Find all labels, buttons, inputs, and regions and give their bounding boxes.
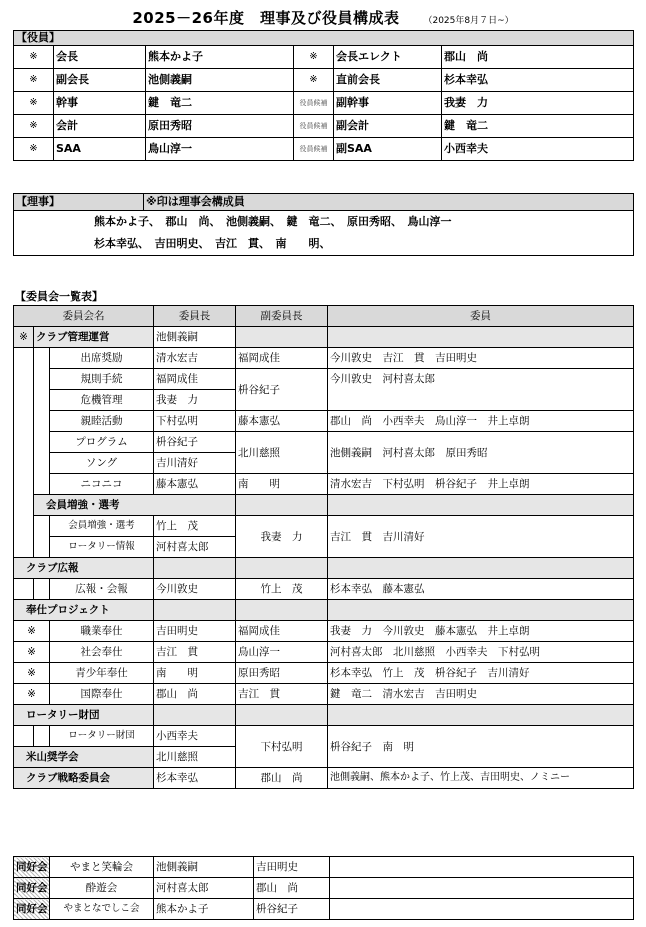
chair: 杉本幸弘: [154, 768, 236, 789]
club-name: 酔遊会: [50, 878, 154, 899]
chair: 竹上 茂: [154, 516, 236, 537]
chair: 枡谷紀子: [154, 432, 236, 453]
club-name: やまと笑輪会: [50, 857, 154, 878]
mark: ※: [14, 69, 54, 92]
title-main: 2025－26年度 理事及び役員構成表: [132, 9, 400, 27]
committee-name: 青少年奉仕: [50, 663, 154, 684]
club-name: やまとなでしこ会: [50, 899, 154, 920]
chair: 吉川清好: [154, 453, 236, 474]
committee-name: 広報・会報: [50, 579, 154, 600]
page-title: [0, 7, 646, 28]
mark: ※: [14, 663, 50, 684]
committee-name: ソング: [50, 453, 154, 474]
members: [328, 705, 634, 726]
committee-name: ロータリー財団: [50, 726, 154, 747]
officer-row: [14, 115, 634, 138]
vice-chair: [236, 705, 328, 726]
role: 会長: [54, 46, 146, 69]
committee-name: クラブ管理運営: [34, 327, 154, 348]
group-name: 奉仕プロジェクト: [14, 600, 154, 621]
name: 郡山 尚: [442, 46, 634, 69]
vice-chair: 枡谷紀子: [254, 899, 330, 920]
members: [330, 857, 634, 878]
committee-row: [14, 348, 634, 369]
mark: ※: [14, 327, 34, 348]
officer-row: [14, 138, 634, 161]
members: [328, 558, 634, 579]
col-vice-chair: 副委員長: [236, 306, 328, 327]
members: 吉江 貫 吉川清好: [328, 516, 634, 558]
committee-name: 規則手続: [50, 369, 154, 390]
indent: [34, 726, 50, 747]
members: [330, 878, 634, 899]
chair: 南 明: [154, 663, 236, 684]
committee-name: 社会奉仕: [50, 642, 154, 663]
indent: [14, 579, 34, 600]
members: 杉本幸弘 藤本憲弘: [328, 579, 634, 600]
members: 鍵 竜二 清水宏吉 吉田明史: [328, 684, 634, 705]
friendship-row: [14, 878, 634, 899]
officer-row: [14, 69, 634, 92]
vice-chair: 原田秀昭: [236, 663, 328, 684]
chair: [154, 705, 236, 726]
chair: 池側義嗣: [154, 327, 236, 348]
vice-chair: 福岡成佳: [236, 348, 328, 369]
vice-chair: 郡山 尚: [236, 768, 328, 789]
chair: 我妻 力: [154, 390, 236, 411]
chair: 今川敦史: [154, 579, 236, 600]
committee-group-row: [14, 495, 634, 516]
vice-chair: 鳥山淳一: [236, 642, 328, 663]
committee-row: [14, 474, 634, 495]
name: 鍵 竜二: [146, 92, 294, 115]
chair: 河村喜太郎: [154, 878, 254, 899]
chair: 藤本憲弘: [154, 474, 236, 495]
vice-chair: 我妻 力: [236, 516, 328, 558]
members: [328, 327, 634, 348]
indent: [14, 726, 34, 747]
committee-row: [14, 684, 634, 705]
committee-row: [14, 579, 634, 600]
vice-chair: 吉江 貫: [236, 684, 328, 705]
members: 杉本幸弘 竹上 茂 枡谷紀子 吉川清好: [328, 663, 634, 684]
mark: ※: [14, 621, 50, 642]
members: 河村喜太郎 北川慈照 小西幸夫 下村弘明: [328, 642, 634, 663]
name: 鳥山淳一: [146, 138, 294, 161]
group-name: ロータリー財団: [14, 705, 154, 726]
candidate-mark: 役員候補: [294, 115, 334, 138]
vice-chair: [236, 327, 328, 348]
directors-note: ※印は理事会構成員: [144, 194, 634, 211]
members: 清水宏吉 下村弘明 枡谷紀子 井上卓朗: [328, 474, 634, 495]
committees-section-label: 【委員会一覧表】: [15, 290, 103, 303]
committee-row: [14, 726, 634, 747]
group-name: クラブ広報: [14, 558, 154, 579]
members: 今川敦史 河村喜太郎: [328, 369, 634, 411]
indent: [34, 516, 50, 558]
members: 枡谷紀子 南 明: [328, 726, 634, 768]
vice-chair: 北川慈照: [236, 432, 328, 474]
committee-name: 米山奨学会: [14, 747, 154, 768]
committee-name: ニコニコ: [50, 474, 154, 495]
name: 熊本かよ子: [146, 46, 294, 69]
vice-chair: 南 明: [236, 474, 328, 495]
chair: 福岡成佳: [154, 369, 236, 390]
club-tag: 同好会: [14, 899, 50, 920]
committee-name: プログラム: [50, 432, 154, 453]
chair: 吉田明史: [154, 621, 236, 642]
committee-name: 国際奉仕: [50, 684, 154, 705]
committee-name: 出席奨励: [50, 348, 154, 369]
committee-group-row: [14, 558, 634, 579]
vice-chair: 福岡成佳: [236, 621, 328, 642]
vice-chair: [328, 495, 634, 516]
chair: [154, 600, 236, 621]
group-name: 会員増強・選考: [34, 495, 236, 516]
members: 池側義嗣 河村喜太郎 原田秀昭: [328, 432, 634, 474]
friendship-row: [14, 899, 634, 920]
col-committee-name: 委員会名: [14, 306, 154, 327]
members: 池側義嗣、熊本かよ子、竹上茂、吉田明史、ノミニー: [328, 768, 634, 789]
committee-group-row: [14, 600, 634, 621]
committee-row: [14, 621, 634, 642]
name: 小西幸夫: [442, 138, 634, 161]
indent: [34, 579, 50, 600]
directors-table: [13, 193, 634, 256]
role: 直前会長: [334, 69, 442, 92]
name: 鍵 竜二: [442, 115, 634, 138]
committee-row: [14, 411, 634, 432]
vice-chair: 藤本憲弘: [236, 411, 328, 432]
name: 杉本幸弘: [442, 69, 634, 92]
role: 副SAA: [334, 138, 442, 161]
mark: ※: [14, 684, 50, 705]
directors-header: 【理事】: [14, 194, 144, 211]
chair: 河村喜太郎: [154, 537, 236, 558]
committee-row: [14, 516, 634, 537]
chair: [154, 558, 236, 579]
name: 我妻 力: [442, 92, 634, 115]
chair: 吉江 貫: [154, 642, 236, 663]
role: 副会計: [334, 115, 442, 138]
indent: [14, 348, 34, 516]
members: 今川敦史 吉江 貫 吉田明史: [328, 348, 634, 369]
committee-row: [14, 642, 634, 663]
committees-table: [13, 305, 634, 789]
officers-header: 【役員】: [14, 31, 634, 46]
committee-row: [14, 663, 634, 684]
committee-group-row: [14, 705, 634, 726]
mark: ※: [14, 642, 50, 663]
vice-chair: 枡谷紀子: [236, 369, 328, 411]
candidate-mark: 役員候補: [294, 138, 334, 161]
officer-row: [14, 46, 634, 69]
friendship-row: [14, 857, 634, 878]
col-chair: 委員長: [154, 306, 236, 327]
mark: ※: [14, 138, 54, 161]
officer-row: [14, 92, 634, 115]
role: 会長エレクト: [334, 46, 442, 69]
friendship-clubs-table: [13, 856, 634, 920]
officers-table: [13, 30, 634, 161]
chair: 小西幸夫: [154, 726, 236, 747]
as-of-date: （2025年8月７日~）: [423, 16, 514, 26]
members: 郡山 尚 小西幸夫 鳥山淳一 井上卓朗: [328, 411, 634, 432]
vice-chair: 吉田明史: [254, 857, 330, 878]
mark: ※: [14, 115, 54, 138]
mark: ※: [294, 69, 334, 92]
mark: ※: [14, 46, 54, 69]
indent: [34, 348, 50, 495]
chair: 熊本かよ子: [154, 899, 254, 920]
mark: ※: [294, 46, 334, 69]
committee-row: [14, 369, 634, 390]
committee-name: クラブ戦略委員会: [14, 768, 154, 789]
vice-chair: [236, 600, 328, 621]
chair: 北川慈照: [154, 747, 236, 768]
committee-row: [14, 327, 634, 348]
chair: 下村弘明: [154, 411, 236, 432]
members: [328, 600, 634, 621]
name: 原田秀昭: [146, 115, 294, 138]
committee-row: [14, 768, 634, 789]
chair: 郡山 尚: [154, 684, 236, 705]
directors-line-2: 杉本幸弘、 吉田明史、 吉江 貫、 南 明、: [14, 233, 634, 256]
col-members: 委員: [328, 306, 634, 327]
role: 副幹事: [334, 92, 442, 115]
indent: [14, 516, 34, 558]
directors-line-1: 熊本かよ子、 郡山 尚、 池側義嗣、 鍵 竜二、 原田秀昭、 鳥山淳一: [14, 211, 634, 234]
chair: [236, 495, 328, 516]
committee-name: 危機管理: [50, 390, 154, 411]
members: [330, 899, 634, 920]
vice-chair: 郡山 尚: [254, 878, 330, 899]
committee-name: 会員増強・選考: [50, 516, 154, 537]
committee-name: ロータリー情報: [50, 537, 154, 558]
role: 幹事: [54, 92, 146, 115]
club-tag: 同好会: [14, 857, 50, 878]
vice-chair: 竹上 茂: [236, 579, 328, 600]
club-tag: 同好会: [14, 878, 50, 899]
chair: 池側義嗣: [154, 857, 254, 878]
mark: ※: [14, 92, 54, 115]
chair: 清水宏吉: [154, 348, 236, 369]
committee-row: [14, 432, 634, 453]
role: 会計: [54, 115, 146, 138]
committee-name: 親睦活動: [50, 411, 154, 432]
vice-chair: [236, 558, 328, 579]
vice-chair: 下村弘明: [236, 726, 328, 768]
candidate-mark: 役員候補: [294, 92, 334, 115]
members: 我妻 力 今川敦史 藤本憲弘 井上卓朗: [328, 621, 634, 642]
role: 副会長: [54, 69, 146, 92]
name: 池側義嗣: [146, 69, 294, 92]
committee-name: 職業奉仕: [50, 621, 154, 642]
role: SAA: [54, 138, 146, 161]
